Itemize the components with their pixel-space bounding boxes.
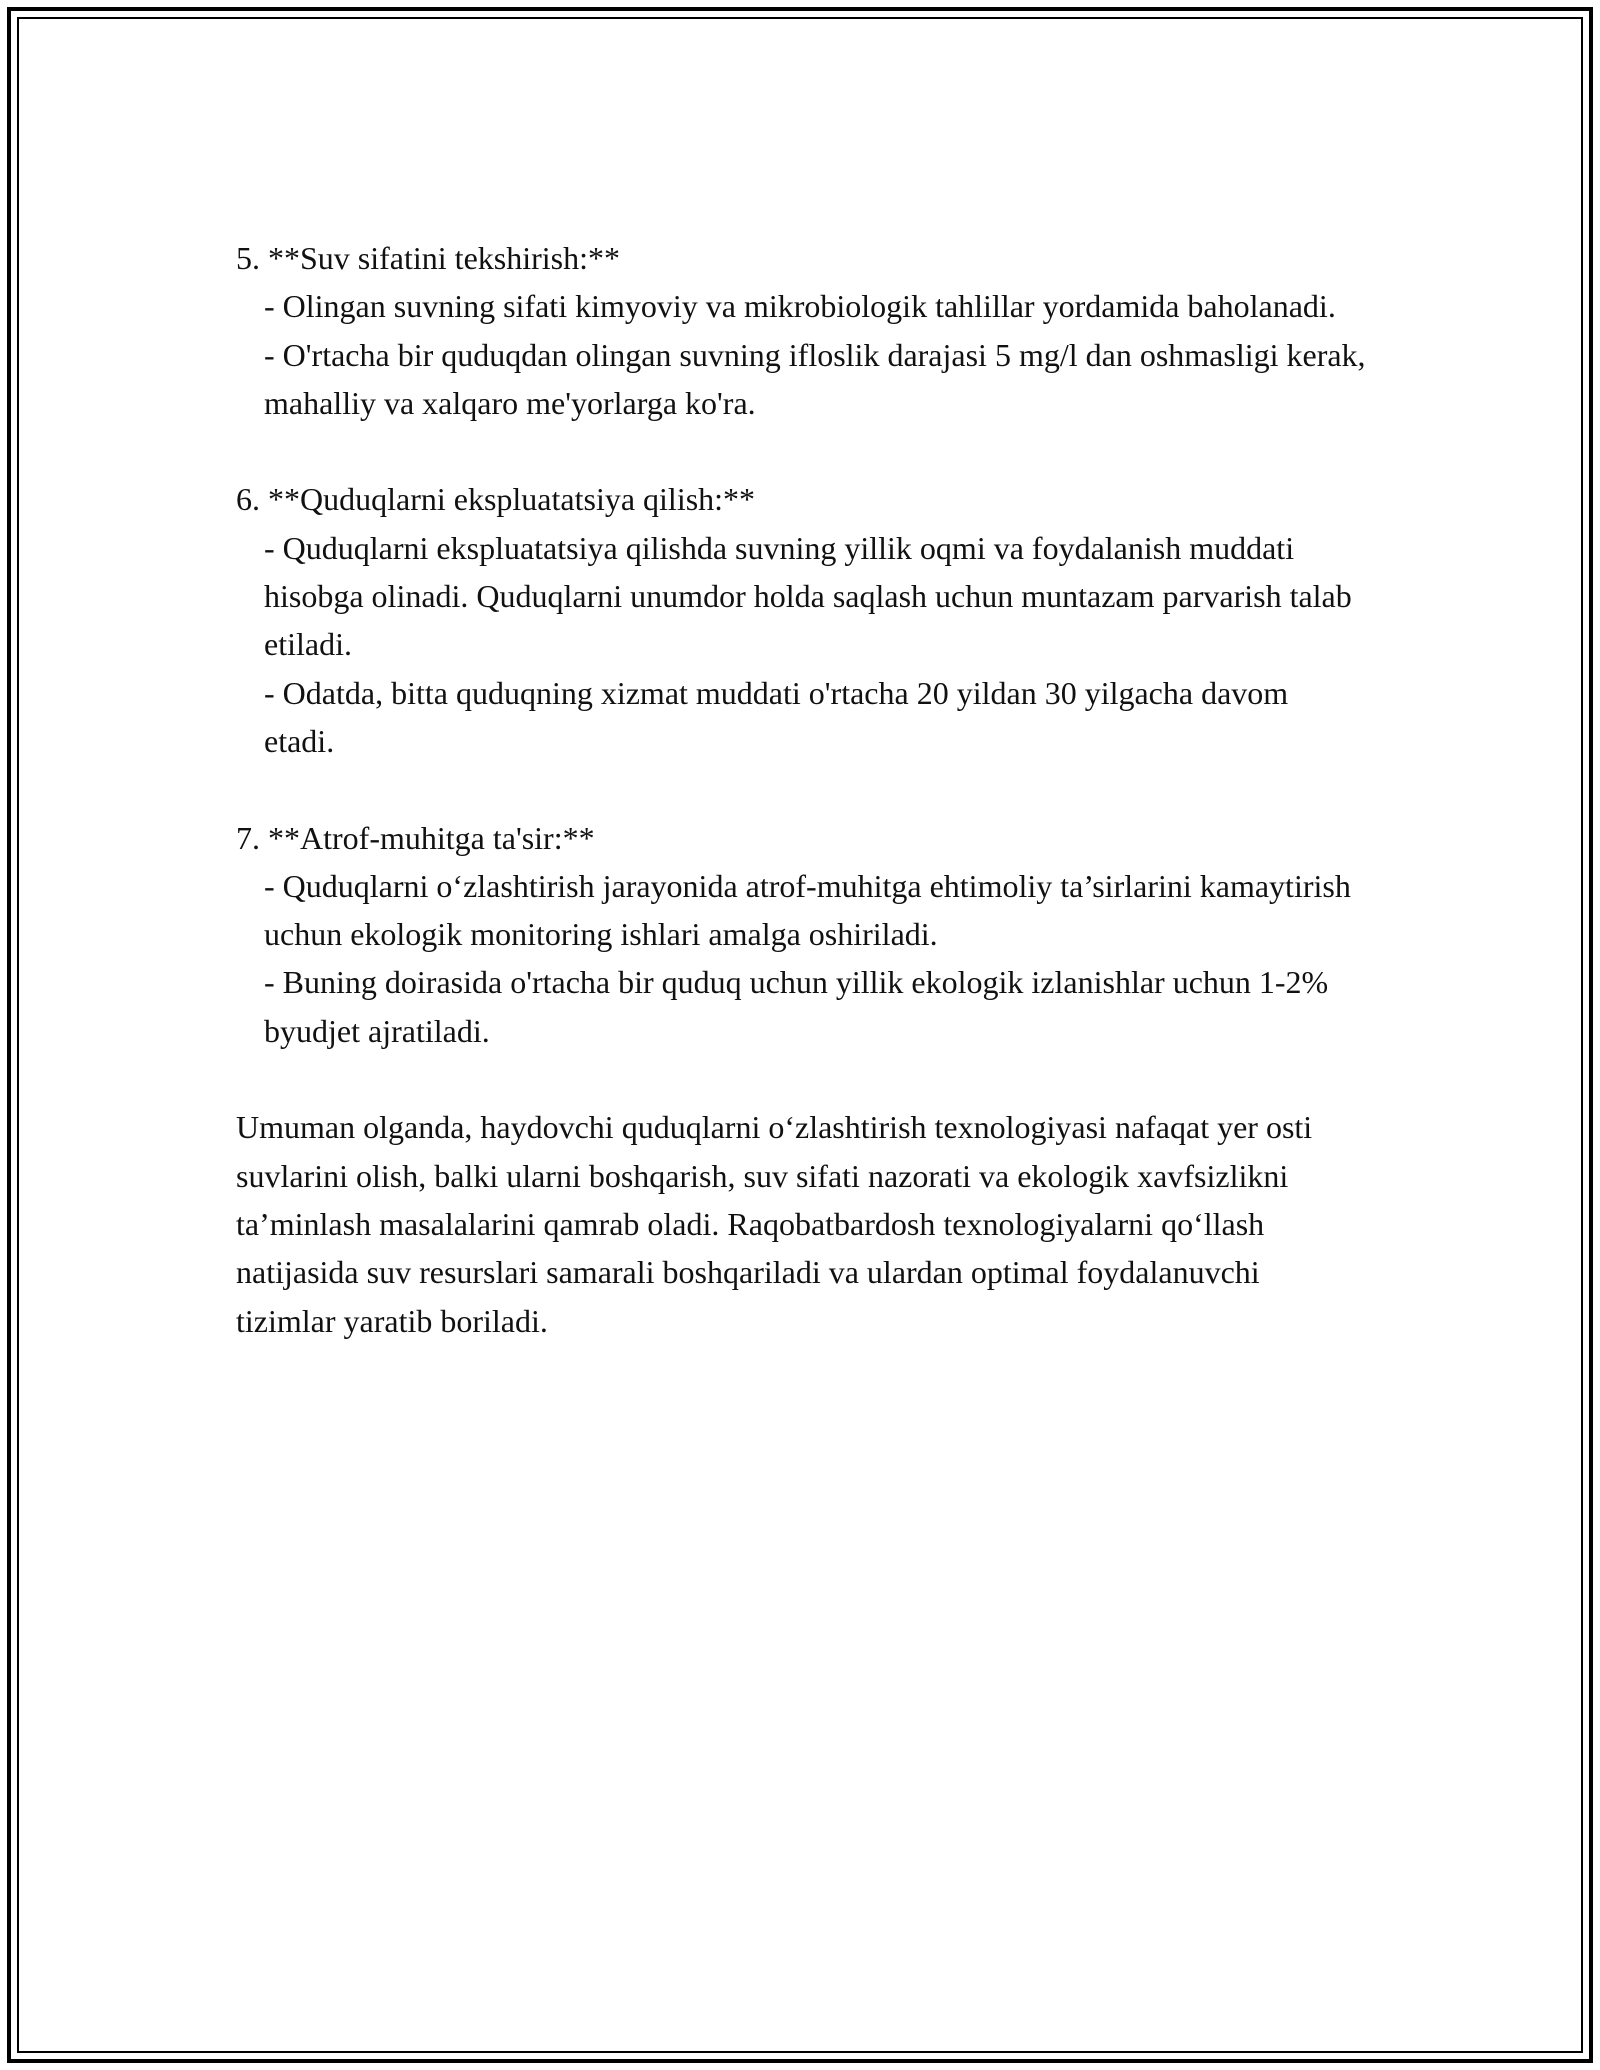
section-well-operation xyxy=(236,475,1366,765)
list-item: - Quduqlarni ekspluatatsiya qilishda suvning yillik oqmi va foydalanish muddati hisobga olinadi. Quduqlarni unumdor holda saqlash uchun muntazam parvarish talab etiladi. xyxy=(264,529,1360,663)
list-item: - Olingan suvning sifati kimyoviy va mikrobiologik tahlillar yordamida baholanadi. xyxy=(264,288,1336,325)
list-item: - Quduqlarni o‘zlashtirish jarayonida atrof-muhitga ehtimoliy ta’sirlarini kamaytirish uchun ekologik monitoring ishlari amalga oshiriladi. xyxy=(264,867,1359,953)
section-environment-impact xyxy=(236,814,1366,1055)
conclusion-paragraph: Umuman olganda, haydovchi quduqlarni o‘zlashtirish texnologiyasi nafaqat yer osti suvlarini olish, balki ularni boshqarish, suv sifati nazorati va ekologik xavfsizlikni ta’minlash masalalarini qamrab oladi. Raqobatbardosh texnologiyalarni qo‘llash natijasida suv resurslari samarali boshqariladi va ulardan optimal foydalanuvchi tizimlar yaratib boriladi. xyxy=(236,1109,1321,1339)
section-water-quality xyxy=(236,234,1374,427)
document-body xyxy=(236,234,1374,1345)
list-item: - Odatda, bitta quduqning xizmat muddati o'rtacha 20 yildan 30 yilgacha davom etadi. xyxy=(264,674,1297,759)
section-heading: 7. **Atrof-muhitga ta'sir:** xyxy=(236,819,595,856)
section-heading: 5. **Suv sifatini tekshirish:** xyxy=(236,240,620,276)
list-item: - Buning doirasida o'rtacha bir quduq uchun yillik ekologik izlanishlar uchun 1-2% byudjet ajratiladi. xyxy=(264,964,1337,1049)
section-heading: 6. **Quduqlarni ekspluatatsiya qilish:** xyxy=(236,481,756,518)
list-item: - O'rtacha bir quduqdan olingan suvning ifloslik darajasi 5 mg/l dan oshmasligi kerak, mahalliy va xalqaro me'yorlarga ko'ra. xyxy=(264,336,1374,421)
